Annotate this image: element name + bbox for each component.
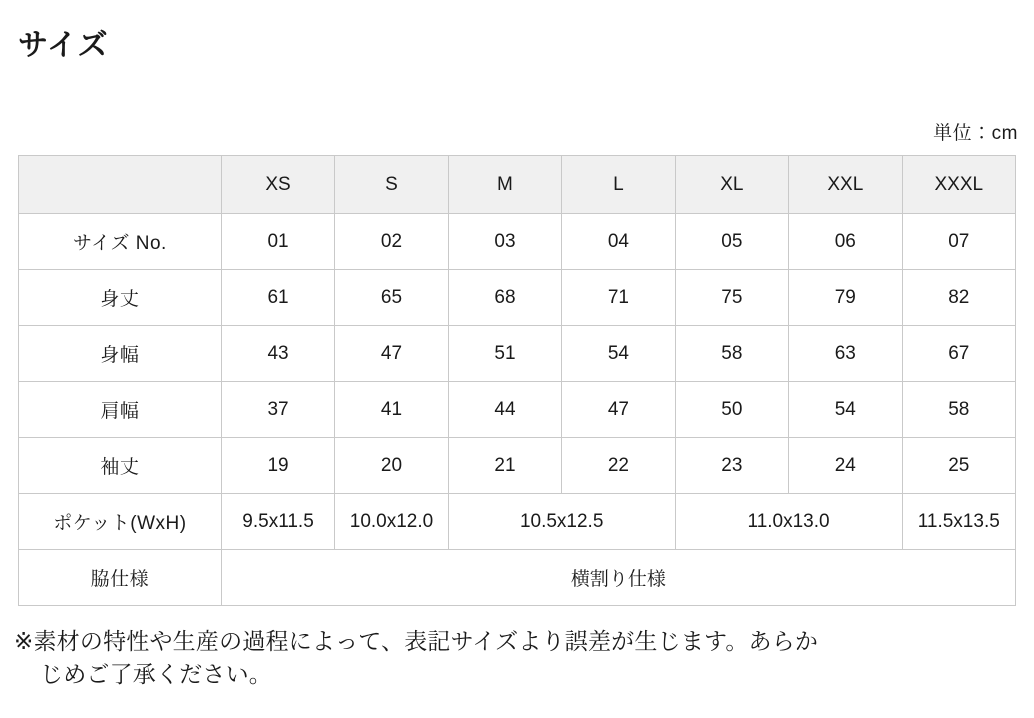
column-header-xxxl: XXXL	[902, 156, 1015, 214]
footnote-line-1: ※素材の特性や生産の過程によって、表記サイズより誤差が生じます。あらか	[14, 628, 819, 654]
cell-shoulder-width-xxl: 54	[789, 382, 902, 438]
cell-sleeve-length-l: 22	[562, 438, 675, 494]
cell-size-no-xxl: 06	[789, 214, 902, 270]
cell-shoulder-width-l: 47	[562, 382, 675, 438]
page-title: サイズ	[18, 29, 109, 62]
footnote	[14, 625, 1024, 692]
row-label-size-no: サイズ No.	[19, 214, 222, 270]
cell-body-length-xl: 75	[675, 270, 788, 326]
cell-sleeve-length-xs: 19	[221, 438, 334, 494]
cell-side-spec-all: 横割り仕様	[221, 550, 1015, 606]
column-header-xs: XS	[221, 156, 334, 214]
row-label-pocket: ポケット(WxH)	[19, 494, 222, 550]
cell-body-width-m: 51	[448, 326, 561, 382]
cell-size-no-s: 02	[335, 214, 448, 270]
cell-body-length-xs: 61	[221, 270, 334, 326]
column-header-xl: XL	[675, 156, 788, 214]
cell-size-no-l: 04	[562, 214, 675, 270]
cell-shoulder-width-xl: 50	[675, 382, 788, 438]
table-row	[19, 438, 1016, 494]
cell-body-width-s: 47	[335, 326, 448, 382]
cell-size-no-xs: 01	[221, 214, 334, 270]
column-header-xxl: XXL	[789, 156, 902, 214]
cell-body-length-m: 68	[448, 270, 561, 326]
cell-pocket-xxxl: 11.5x13.5	[902, 494, 1015, 550]
cell-body-length-s: 65	[335, 270, 448, 326]
cell-sleeve-length-s: 20	[335, 438, 448, 494]
cell-body-width-xxl: 63	[789, 326, 902, 382]
cell-body-width-xs: 43	[221, 326, 334, 382]
row-label-shoulder-width: 肩幅	[19, 382, 222, 438]
table-row	[19, 550, 1016, 606]
table-row	[19, 494, 1016, 550]
cell-size-no-xl: 05	[675, 214, 788, 270]
table-corner-cell	[19, 156, 222, 214]
cell-body-length-xxxl: 82	[902, 270, 1015, 326]
cell-pocket-xl-xxl: 11.0x13.0	[675, 494, 902, 550]
table-row	[19, 326, 1016, 382]
cell-pocket-m-l: 10.5x12.5	[448, 494, 675, 550]
cell-size-no-m: 03	[448, 214, 561, 270]
table-body	[19, 214, 1016, 606]
row-label-body-width: 身幅	[19, 326, 222, 382]
footnote-line-2: じめご了承ください。	[40, 661, 272, 688]
cell-size-no-xxxl: 07	[902, 214, 1015, 270]
cell-sleeve-length-xxl: 24	[789, 438, 902, 494]
column-header-m: M	[448, 156, 561, 214]
table-header-row	[19, 156, 1016, 214]
cell-sleeve-length-xxxl: 25	[902, 438, 1015, 494]
cell-body-width-xl: 58	[675, 326, 788, 382]
cell-body-width-xxxl: 67	[902, 326, 1015, 382]
cell-shoulder-width-xxxl: 58	[902, 382, 1015, 438]
cell-pocket-xs: 9.5x11.5	[221, 494, 334, 550]
cell-sleeve-length-m: 21	[448, 438, 561, 494]
cell-shoulder-width-xs: 37	[221, 382, 334, 438]
table-row	[19, 214, 1016, 270]
cell-shoulder-width-m: 44	[448, 382, 561, 438]
size-table	[18, 155, 1016, 606]
table-row	[19, 270, 1016, 326]
cell-body-width-l: 54	[562, 326, 675, 382]
cell-shoulder-width-s: 41	[335, 382, 448, 438]
table-row	[19, 382, 1016, 438]
cell-sleeve-length-xl: 23	[675, 438, 788, 494]
column-header-l: L	[562, 156, 675, 214]
row-label-sleeve-length: 袖丈	[19, 438, 222, 494]
column-header-s: S	[335, 156, 448, 214]
cell-body-length-xxl: 79	[789, 270, 902, 326]
cell-body-length-l: 71	[562, 270, 675, 326]
table-header	[19, 156, 1016, 214]
row-label-body-length: 身丈	[19, 270, 222, 326]
unit-note: 単位：cm	[933, 123, 1018, 144]
cell-pocket-s: 10.0x12.0	[335, 494, 448, 550]
row-label-side-spec: 脇仕様	[19, 550, 222, 606]
